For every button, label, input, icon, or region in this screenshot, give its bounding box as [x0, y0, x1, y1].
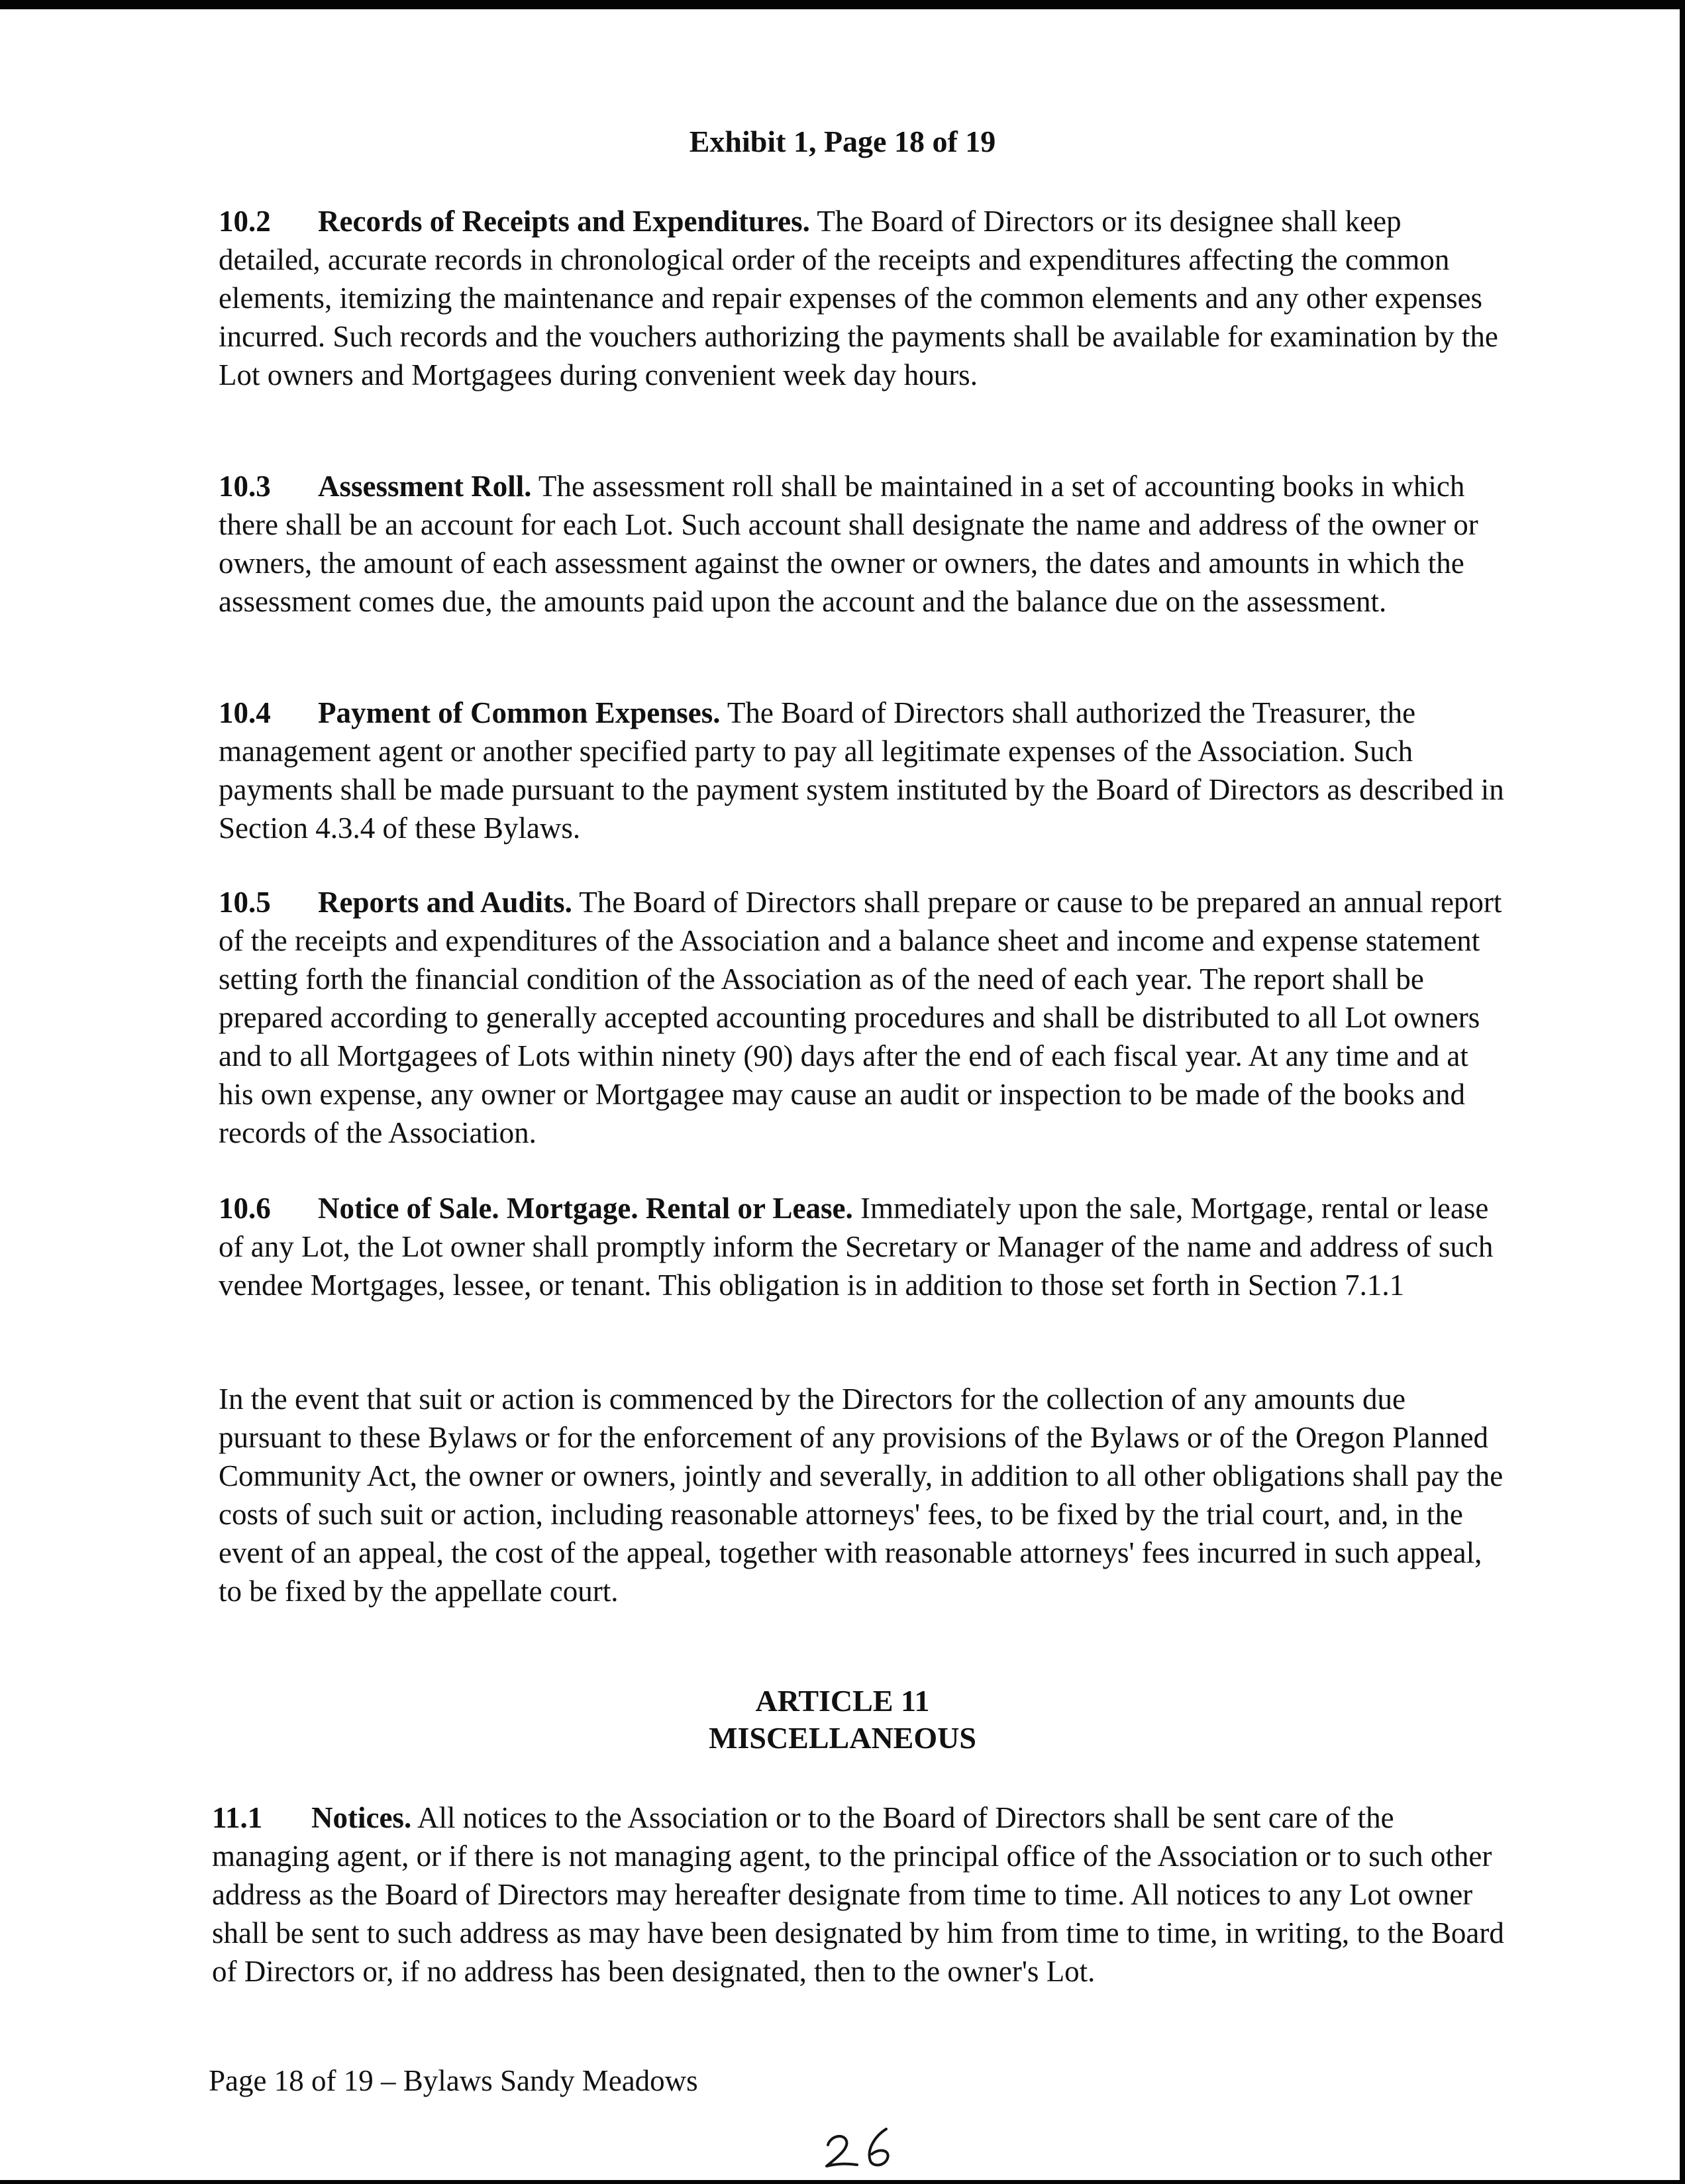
page-footer: Page 18 of 19 – Bylaws Sandy Meadows — [209, 2064, 698, 2097]
handwritten-page-number — [821, 2120, 921, 2173]
section-title: Reports and Audits. — [318, 886, 572, 919]
section-10-2 — [219, 202, 1507, 394]
section-title: Payment of Common Expenses. — [318, 696, 721, 729]
scan-top-border — [0, 0, 1685, 9]
section-body: All notices to the Association or to the Board of Directors shall be sent care of the managing agent, or if there is not managing agent, to the principal office of the Association or to such other address as the Board of Directors may hereafter designate from time to time. All notices to any Lot owner shall be sent to such address as may have been designated by him from time to time, in writing, to the Board of Directors or, if no address has been designated, then to the owner's Lot. — [212, 1801, 1504, 1988]
section-title: Notices. — [311, 1801, 412, 1834]
section-body: The Board of Directors shall prepare or cause to be prepared an annual report of the receipts and expenditures of the Association and a balance sheet and income and expense statement setting forth the financial condition of the Association as of the need of each year. The report shall be prepared according to generally accepted accounting procedures and shall be distributed to all Lot owners and to all Mortgagees of Lots within ninety (90) days after the end of each fiscal year. At any time and at his own expense, any owner or Mortgagee may cause an audit or inspection to be made of the books and records of the Association. — [219, 886, 1502, 1149]
article-title: MISCELLANEOUS — [709, 1721, 976, 1755]
section-body: The assessment roll shall be maintained in a set of accounting books in which there shall be an account for each Lot. Such account shall designate the name and address of the owner or owners, the amount of each assessment against the owner or owners, the dates and amounts in which the assessment comes due, the amounts paid upon the account and the balance due on the assessment. — [219, 470, 1478, 618]
exhibit-header: Exhibit 1, Page 18 of 19 — [689, 125, 996, 158]
section-title: Notice of Sale. Mortgage. Rental or Lease. — [318, 1192, 853, 1225]
section-10-3 — [219, 467, 1507, 621]
section-body: The Board of Directors or its designee shall keep detailed, accurate records in chronological order of the receipts and expenditures affecting the common elements, itemizing the maintenance and repair expenses of the common elements and any other expenses incurred. Such records and the vouchers authorizing the payments shall be available for examination by the Lot owners and Mortgagees during convenient week day hours. — [219, 205, 1498, 391]
scan-bottom-border — [0, 2180, 1685, 2184]
section-number: 10.6 — [219, 1192, 271, 1225]
section-11-1 — [212, 1798, 1510, 1991]
section-number: 10.5 — [219, 886, 271, 919]
article-number: ARTICLE 11 — [755, 1684, 930, 1718]
paragraph-suit-or-action: In the event that suit or action is commenced by the Directors for the collection of any amounts due pursuant to these Bylaws or for the enforcement of any provisions of the Bylaws or of the Oregon Planned Community Act, the owner or owners, jointly and severally, in addition to all other obligations shall pay the costs of such suit or action, including reasonable attorneys' fees, to be fixed by the trial court, and, in the event of an appeal, the cost of the appeal, together with reasonable attorneys' fees incurred in such appeal, to be fixed by the appellate court. — [219, 1382, 1504, 1608]
section-10-5 — [219, 883, 1507, 1152]
section-10-4 — [219, 694, 1507, 847]
section-number: 10.2 — [219, 205, 271, 238]
section-body: Immediately upon the sale, Mortgage, rental or lease of any Lot, the Lot owner shall promptly inform the Secretary or Manager of the name and address of such vendee Mortgages, lessee, or tenant. This obligation is in addition to those set forth in Section 7.1.1 — [219, 1192, 1494, 1302]
section-10-6 — [219, 1189, 1507, 1304]
scan-right-border — [1680, 0, 1685, 2184]
section-body: The Board of Directors shall authorized the Treasurer, the management agent or another specified party to pay all legitimate expenses of the Association. Such payments shall be made pursuant to the payment system instituted by the Board of Directors as described in Section 4.3.4 of these Bylaws. — [219, 696, 1504, 845]
section-number: 10.3 — [219, 470, 271, 503]
section-title: Assessment Roll. — [318, 470, 532, 503]
section-number: 11.1 — [212, 1801, 263, 1834]
section-number: 10.4 — [219, 696, 271, 729]
section-title: Records of Receipts and Expenditures. — [318, 205, 810, 238]
